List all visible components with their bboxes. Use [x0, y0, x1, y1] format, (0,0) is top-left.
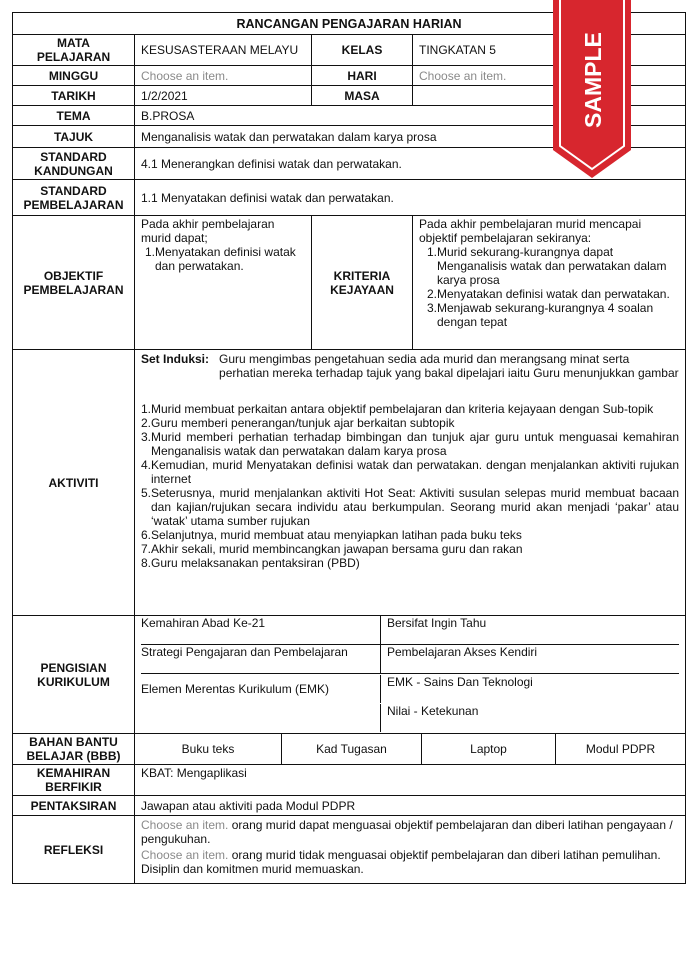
kriteria-cell[interactable]: [413, 216, 686, 350]
aktiviti-step: 5.Seterusnya, murid menjalankan aktiviti Hot Seat: Aktiviti susulan selepas murid membuat bacaan dan kajian/rujukan secara individu atau berkumpulan. Seorang murid akan menjadi ‘pakar’ atau ‘watak’ utama sumber rujukan: [141, 486, 680, 528]
aktiviti-step: 1.Murid membuat perkaitan antara objektif pembelajaran dan kriteria kejayaan dengan Sub-topik: [141, 402, 654, 416]
standard-pembelajaran-value[interactable]: 1.1 Menyatakan definisi watak dan perwatakan.: [135, 180, 686, 216]
set-induksi-label: Set Induksi:: [141, 352, 210, 366]
kelas-label: KELAS: [312, 35, 413, 66]
bahan-item[interactable]: Kad Tugasan: [282, 734, 422, 764]
minggu-dropdown[interactable]: Choose an item.: [135, 66, 312, 86]
bahan-item[interactable]: Laptop: [422, 734, 556, 764]
sample-badge-text: SAMPLE: [580, 32, 606, 128]
kelas-value[interactable]: TINGKATAN 5: [413, 35, 686, 66]
masa-value[interactable]: [413, 86, 686, 106]
aktiviti-cell[interactable]: [135, 350, 686, 616]
kriteria-item: 2.Menyatakan definisi watak dan perwatakan.: [427, 287, 670, 301]
kriteria-intro: Pada akhir pembelajaran murid mencapai objektif pembelajaran sekiranya:: [419, 217, 642, 245]
minggu-label: MINGGU: [13, 66, 135, 86]
tarikh-value[interactable]: 1/2/2021: [135, 86, 312, 106]
refleksi-text-1: orang murid dapat menguasai objektif pembelajaran dan diberi latihan pengayaan / pengukuhan.: [141, 818, 673, 846]
bahan-item[interactable]: Buku teks: [135, 734, 282, 764]
kriteria-item: 1.Murid sekurang-kurangnya dapat Menganalisis watak dan perwatakan dalam karya prosa: [427, 245, 667, 287]
aktiviti-step: 7.Akhir sekali, murid membincangkan jawapan bersama guru dan rakan: [141, 542, 523, 556]
refleksi-text-2: orang murid tidak menguasai objektif pembelajaran dan diberi latihan pemulihan. Disiplin dan komitmen murid memuaskan.: [141, 848, 661, 876]
objektif-cell[interactable]: [135, 216, 312, 350]
hari-dropdown[interactable]: Choose an item.: [413, 66, 686, 86]
refleksi-line-1: [141, 818, 679, 846]
pengisian-label: PENGISIAN KURIKULUM: [13, 616, 135, 734]
tema-label: TEMA: [13, 106, 135, 126]
pengisian-item[interactable]: Elemen Merentas Kurikulum (EMK): [141, 675, 381, 703]
objektif-item: 1.Menyatakan definisi watak dan perwatakan.: [145, 245, 296, 273]
pengisian-value[interactable]: Pembelajaran Akses Kendiri: [381, 645, 679, 674]
pengisian-item[interactable]: Kemahiran Abad Ke-21: [141, 616, 381, 645]
objektif-label: OBJEKTIF PEMBELAJARAN: [13, 216, 135, 350]
standard-pembelajaran-label: STANDARD PEMBELAJARAN: [13, 180, 135, 216]
refleksi-label: REFLEKSI: [13, 816, 135, 884]
pengisian-item: [141, 704, 381, 732]
aktiviti-label: AKTIVITI: [13, 350, 135, 616]
pentaksiran-value[interactable]: Jawapan atau aktiviti pada Modul PDPR: [135, 796, 686, 816]
kriteria-item: 3.Menjawab sekurang-kurangnya 4 soalan dengan tepat: [427, 301, 654, 329]
mata-pelajaran-value[interactable]: KESUSASTERAAN MELAYU: [135, 35, 312, 66]
set-induksi-text: Guru mengimbas pengetahuan sedia ada murid dan merangsang minat serta perhatian mereka terhadap tajuk yang bakal dipelajari iaitu Guru menunjukkan gambar: [219, 352, 679, 380]
bahan-label: BAHAN BANTU BELAJAR (BBB): [13, 734, 135, 765]
bahan-cell: [135, 734, 686, 765]
standard-kandungan-label: STANDARD KANDUNGAN: [13, 148, 135, 180]
refleksi-cell: [135, 816, 686, 884]
hari-label: HARI: [312, 66, 413, 86]
aktiviti-step: 2.Guru memberi penerangan/tunjuk ajar berkaitan subtopik: [141, 416, 455, 430]
pengisian-row: [141, 674, 679, 703]
aktiviti-step: 4.Kemudian, murid Menyatakan definisi watak dan perwatakan. dengan menjalankan aktiviti rujukan internet: [141, 458, 680, 486]
aktiviti-step: 8.Guru melaksanakan pentaksiran (PBD): [141, 556, 360, 570]
sample-badge: [553, 0, 631, 178]
aktiviti-step: 3.Murid memberi perhatian terhadap bimbingan dan tunjuk ajar guru untuk menguasai kemahiran Menganalisis watak dan perwatakan dalam karya prosa: [141, 430, 680, 458]
kriteria-label: KRITERIA KEJAYAAN: [312, 216, 413, 350]
kemahiran-label: KEMAHIRAN BERFIKIR: [13, 765, 135, 796]
pengisian-value[interactable]: Bersifat Ingin Tahu: [381, 616, 679, 645]
refleksi-dropdown-1[interactable]: Choose an item.: [141, 818, 229, 832]
standard-kandungan-value[interactable]: 4.1 Menerangkan definisi watak dan perwatakan.: [135, 148, 686, 180]
page-title: RANCANGAN PENGAJARAN HARIAN: [13, 13, 686, 35]
bahan-item[interactable]: Modul PDPR: [585, 742, 656, 756]
tajuk-label: TAJUK: [13, 126, 135, 148]
pengisian-cell: [135, 616, 686, 734]
pengisian-row: [141, 703, 679, 732]
masa-label: MASA: [312, 86, 413, 106]
refleksi-line-2: [141, 848, 679, 876]
pengisian-row: [141, 616, 679, 645]
pengisian-item[interactable]: Strategi Pengajaran dan Pembelajaran: [141, 645, 381, 674]
pengisian-value[interactable]: EMK - Sains Dan Teknologi: [387, 674, 533, 689]
pengisian-value[interactable]: Nilai - Ketekunan: [387, 703, 479, 718]
set-induksi: [141, 352, 679, 380]
kemahiran-value[interactable]: KBAT: Mengaplikasi: [135, 765, 686, 796]
aktiviti-step: 6.Selanjutnya, murid membuat atau menyiapkan latihan pada buku teks: [141, 528, 522, 542]
tajuk-value[interactable]: Menganalisis watak dan perwatakan dalam karya prosa: [135, 126, 686, 148]
refleksi-dropdown-2[interactable]: Choose an item.: [141, 848, 229, 862]
objektif-intro: Pada akhir pembelajaran murid dapat;: [141, 217, 275, 245]
pengisian-row: [141, 645, 679, 674]
pentaksiran-label: PENTAKSIRAN: [13, 796, 135, 816]
tema-value[interactable]: B.PROSA: [135, 106, 686, 126]
tarikh-label: TARIKH: [13, 86, 135, 106]
mata-pelajaran-label: MATA PELAJARAN: [13, 35, 135, 66]
